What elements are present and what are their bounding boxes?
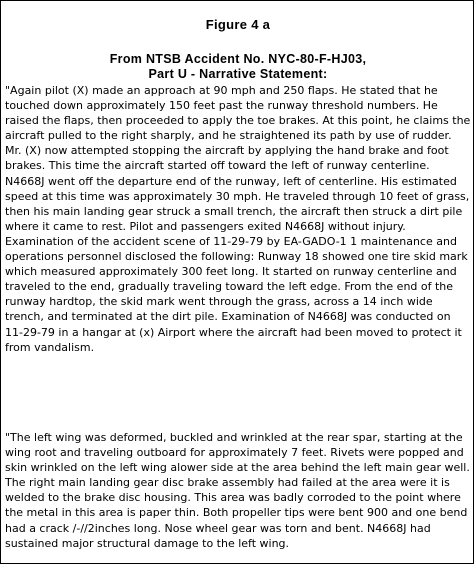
narrative-paragraph-1: "Again pilot (X) made an approach at 90 mph and 250 flaps. He stated that he touched down approximately 150 feet past the runway threshold numbers. He raised the flaps, then proceeded to apply the toe brakes. At this point, he claims the aircraft pulled to the right sharply, and he straightened its path by use of rudder. Mr. (X) now attempted stopping the aircraft by applying the hand brake and foot brakes. This time the aircraft started off toward the left of runway centerline. N4668J went off the departure end of the runway, left of centerline. His estimated speed at this time was approximately 30 mph. He traveled through 10 feet of grass, then his main landing gear struck a small trench, the aircraft then struck a dirt pile where it came to rest. Pilot and passengers exited N4668J without injury. Examination of the accident scene of 11-29-79 by EA-GADO-1 1 maintenance and operations personnel disclosed the following: Runway 18 showed one tire skid mark which measured approximately 300 feet long. It started on runway centerline and traveled to the end, gradually traveling toward the left edge. From the end of the runway hardtop, the skid mark went through the grass, across a 14 inch wide trench, and terminated at the dirt pile. Examination of N4668J was conducted on 11-29-79 in a hangar at (x) Airport where the aircraft had been moved to protect it from vandalism. <box>5 84 471 354</box>
figure-title: Figure 4 a <box>205 17 271 32</box>
source-heading: From NTSB Accident No. NYC-80-F-HJ03, <box>109 52 367 66</box>
narrative-paragraph-2: "The left wing was deformed, buckled and wrinkled at the rear spar, starting at the wing root and traveling outboard for approximately 7 feet. Rivets were popped and skin wrinkled on the left wing alower side at the area behind the left main gear well. The right main landing gear disc brake assembly had failed at the area were it is welded to the brake disc housing. This area was badly corroded to the point where the metal in this area is paper thin. Both propeller tips were bent 900 and one bend had a crack /-//2inches long. Nose wheel gear was torn and bent. N4668J had sustained major structural damage to the left wing. <box>5 431 470 550</box>
part-heading: Part U - Narrative Statement: <box>148 67 328 81</box>
